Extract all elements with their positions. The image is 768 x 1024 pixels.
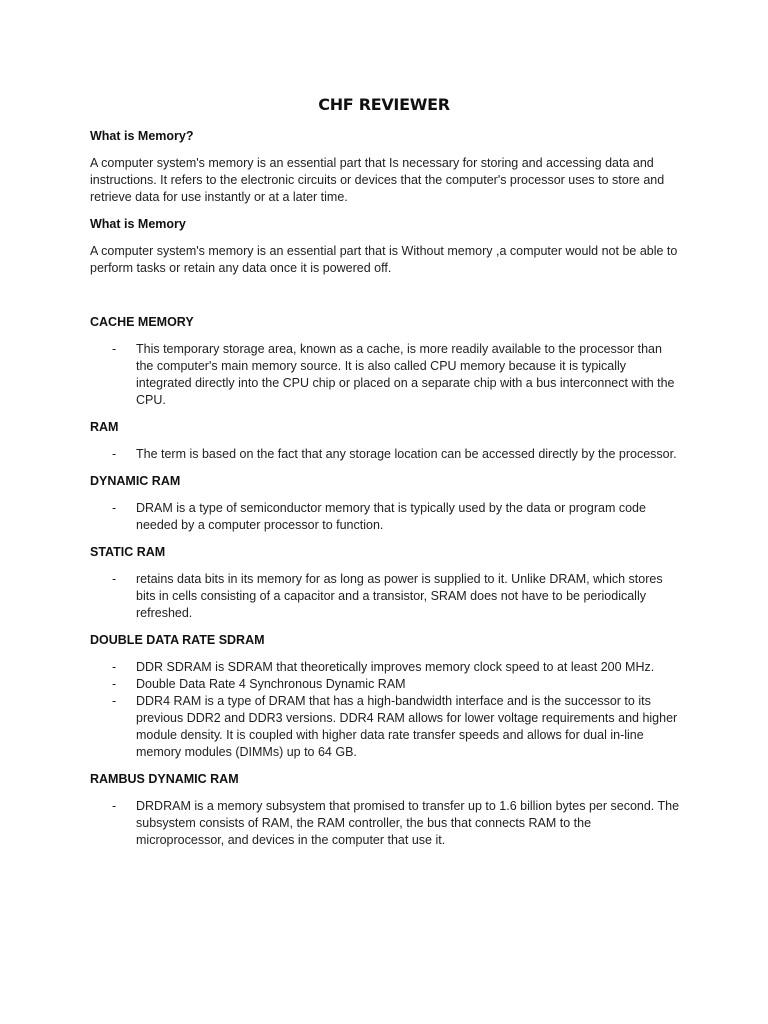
bullet-list [90, 500, 680, 534]
dash-bullet-icon: - [112, 694, 117, 708]
question-heading: What is Memory? [90, 129, 194, 143]
dash-bullet-icon: - [112, 572, 117, 586]
bullet-text: The term is based on the fact that any storage location can be accessed directly by the processor. [136, 447, 677, 461]
section-dynamic-ram [90, 473, 680, 534]
document-title: CHF REVIEWER [318, 95, 450, 114]
dash-bullet-icon: - [112, 677, 117, 691]
bullet-text: DDR SDRAM is SDRAM that theoretically improves memory clock speed to at least 200 MHz. [136, 660, 655, 674]
section-heading: STATIC RAM [90, 545, 166, 559]
section-rambus-dynamic-ram [90, 771, 680, 849]
bullet-list [90, 446, 680, 463]
bullet-item [90, 676, 680, 693]
section-ram [90, 419, 680, 463]
section-ddr-sdram [90, 632, 680, 761]
section-heading: RAM [90, 420, 119, 434]
document-body [90, 128, 680, 849]
question-answer: A computer system's memory is an essential part that is Without memory ,a computer would not be able to perform tasks or retain any data once it is powered off. [90, 244, 678, 275]
dash-bullet-icon: - [112, 799, 117, 813]
bullet-list [90, 659, 680, 761]
dash-bullet-icon: - [112, 660, 117, 674]
bullet-item [90, 500, 680, 534]
question-answer: A computer system's memory is an essential part that Is necessary for storing and accessing data and instructions. It refers to the electronic circuits or devices that the computer's processor uses to store and retrieve data for use instantly or at a later time. [90, 156, 665, 204]
bullet-text: DRAM is a type of semiconductor memory that is typically used by the data or program code needed by a computer processor to function. [136, 501, 646, 532]
bullet-list [90, 571, 680, 622]
section-cache-memory [90, 314, 680, 409]
question-heading: What is Memory [90, 217, 186, 231]
bullet-text: DDR4 RAM is a type of DRAM that has a high-bandwidth interface and is the successor to its previous DDR2 and DDR3 versions. DDR4 RAM allows for lower voltage requirements and higher module density. It is coupled with higher data rate transfer speeds and allows for dual in-line memory modules (DIMMs) up to 64 GB. [136, 694, 678, 759]
section-heading: DYNAMIC RAM [90, 474, 181, 488]
bullet-list [90, 341, 680, 409]
bullet-item [90, 693, 680, 761]
dash-bullet-icon: - [112, 447, 117, 461]
bullet-text: retains data bits in its memory for as long as power is supplied to it. Unlike DRAM, which stores bits in cells consisting of a capacitor and a transistor, SRAM does not have to be periodically refreshed. [136, 572, 663, 620]
bullet-item [90, 798, 680, 849]
dash-bullet-icon: - [112, 501, 117, 515]
bullet-item [90, 659, 680, 676]
bullet-text: DRDRAM is a memory subsystem that promised to transfer up to 1.6 billion bytes per second. The subsystem consists of RAM, the RAM controller, the bus that connects RAM to the microprocessor, and devices in the computer that use it. [136, 799, 680, 847]
bullet-item [90, 571, 680, 622]
bullet-list [90, 798, 680, 849]
bullet-item [90, 446, 680, 463]
bullet-text: This temporary storage area, known as a cache, is more readily available to the processor than the computer's main memory source. It is also called CPU memory because it is typically integrated directly into the CPU chip or placed on a separate chip with a bus interconnect with the CPU. [136, 342, 675, 407]
bullet-item [90, 341, 680, 409]
section-static-ram [90, 544, 680, 622]
dash-bullet-icon: - [112, 342, 117, 356]
section-heading: CACHE MEMORY [90, 315, 194, 329]
section-heading: RAMBUS DYNAMIC RAM [90, 772, 239, 786]
section-heading: DOUBLE DATA RATE SDRAM [90, 633, 265, 647]
bullet-text: Double Data Rate 4 Synchronous Dynamic RAM [136, 677, 406, 691]
